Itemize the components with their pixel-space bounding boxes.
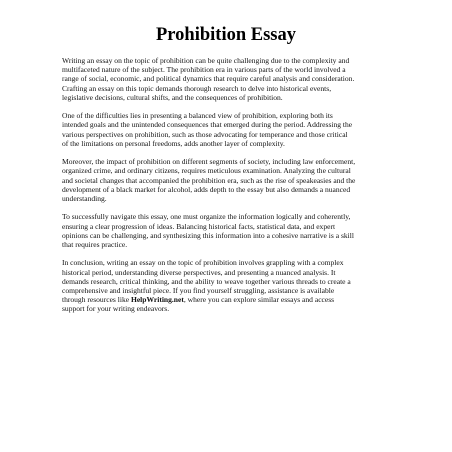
text-line: of the limitations on personal freedoms, adds another layer of complexity. xyxy=(62,138,285,148)
text-line: and societal changes that accompanied the prohibition era, such as the rise of speakeasies and the xyxy=(62,175,356,185)
paragraph-4 xyxy=(62,212,406,249)
paragraph-2 xyxy=(62,111,406,148)
paragraph-5 xyxy=(62,258,406,313)
text-line: Crafting an essay on this topic demands thorough research to delve into historical events, xyxy=(62,83,332,93)
text-line: One of the difficulties lies in presenting a balanced view of prohibition, exploring both its xyxy=(62,111,333,121)
text-line: opinions can be challenging, and synthesizing this information into a cohesive narrative is a skill xyxy=(62,230,354,240)
text-line: In conclusion, writing an essay on the topic of prohibition involves grappling with a complex xyxy=(62,258,344,268)
text-line-with-link xyxy=(62,295,406,304)
text-line: multifaceted nature of the subject. The prohibition era in various parts of the world involved a xyxy=(62,65,346,75)
text-line: ensuring a clear progression of ideas. Balancing historical facts, statistical data, and expert xyxy=(62,221,336,231)
text-line: development of a black market for alcohol, adds depth to the essay but also demands a nuanced xyxy=(62,184,351,194)
text-line: Writing an essay on the topic of prohibition can be quite challenging due to the complexity and xyxy=(62,56,350,65)
text-line: that requires practice. xyxy=(62,240,128,250)
text-line: support for your writing endeavors. xyxy=(62,304,170,314)
helpwriting-link[interactable]: HelpWriting.net xyxy=(130,295,184,305)
text-line: intended goals and the unintended consequences that emerged during the period. Addressing the xyxy=(62,120,353,130)
essay-body xyxy=(62,56,406,323)
text-line: demands research, critical thinking, and the ability to weave together various threads to create a xyxy=(62,276,351,286)
text-line: organized crime, and ordinary citizens, requires meticulous examination. Analyzing the cultural xyxy=(62,166,351,176)
text-line: legislative decisions, cultural shifts, and the consequences of prohibition. xyxy=(62,92,283,102)
text-line: various perspectives on prohibition, such as those advocating for temperance and those critical xyxy=(62,129,348,139)
text-line: understanding. xyxy=(62,194,107,204)
paragraph-3 xyxy=(62,157,406,203)
page-title: Prohibition Essay xyxy=(156,25,296,45)
text-line: Moreover, the impact of prohibition on different segments of society, including law enforcement, xyxy=(62,157,356,167)
text-line: historical period, understanding diverse perspectives, and presenting a nuanced analysis. It xyxy=(62,267,336,277)
paragraph-1 xyxy=(62,56,406,102)
text-line: To successfully navigate this essay, one must organize the information logically and coherently, xyxy=(62,212,351,222)
link-prefix-text: through resources like xyxy=(62,295,131,305)
text-line: comprehensive and insightful piece. If you find yourself struggling, assistance is available xyxy=(62,286,335,296)
text-line: range of social, economic, and political dynamics that require careful analysis and consideration. xyxy=(62,74,355,84)
link-suffix-text: , where you can explore similar essays and access xyxy=(183,295,335,305)
